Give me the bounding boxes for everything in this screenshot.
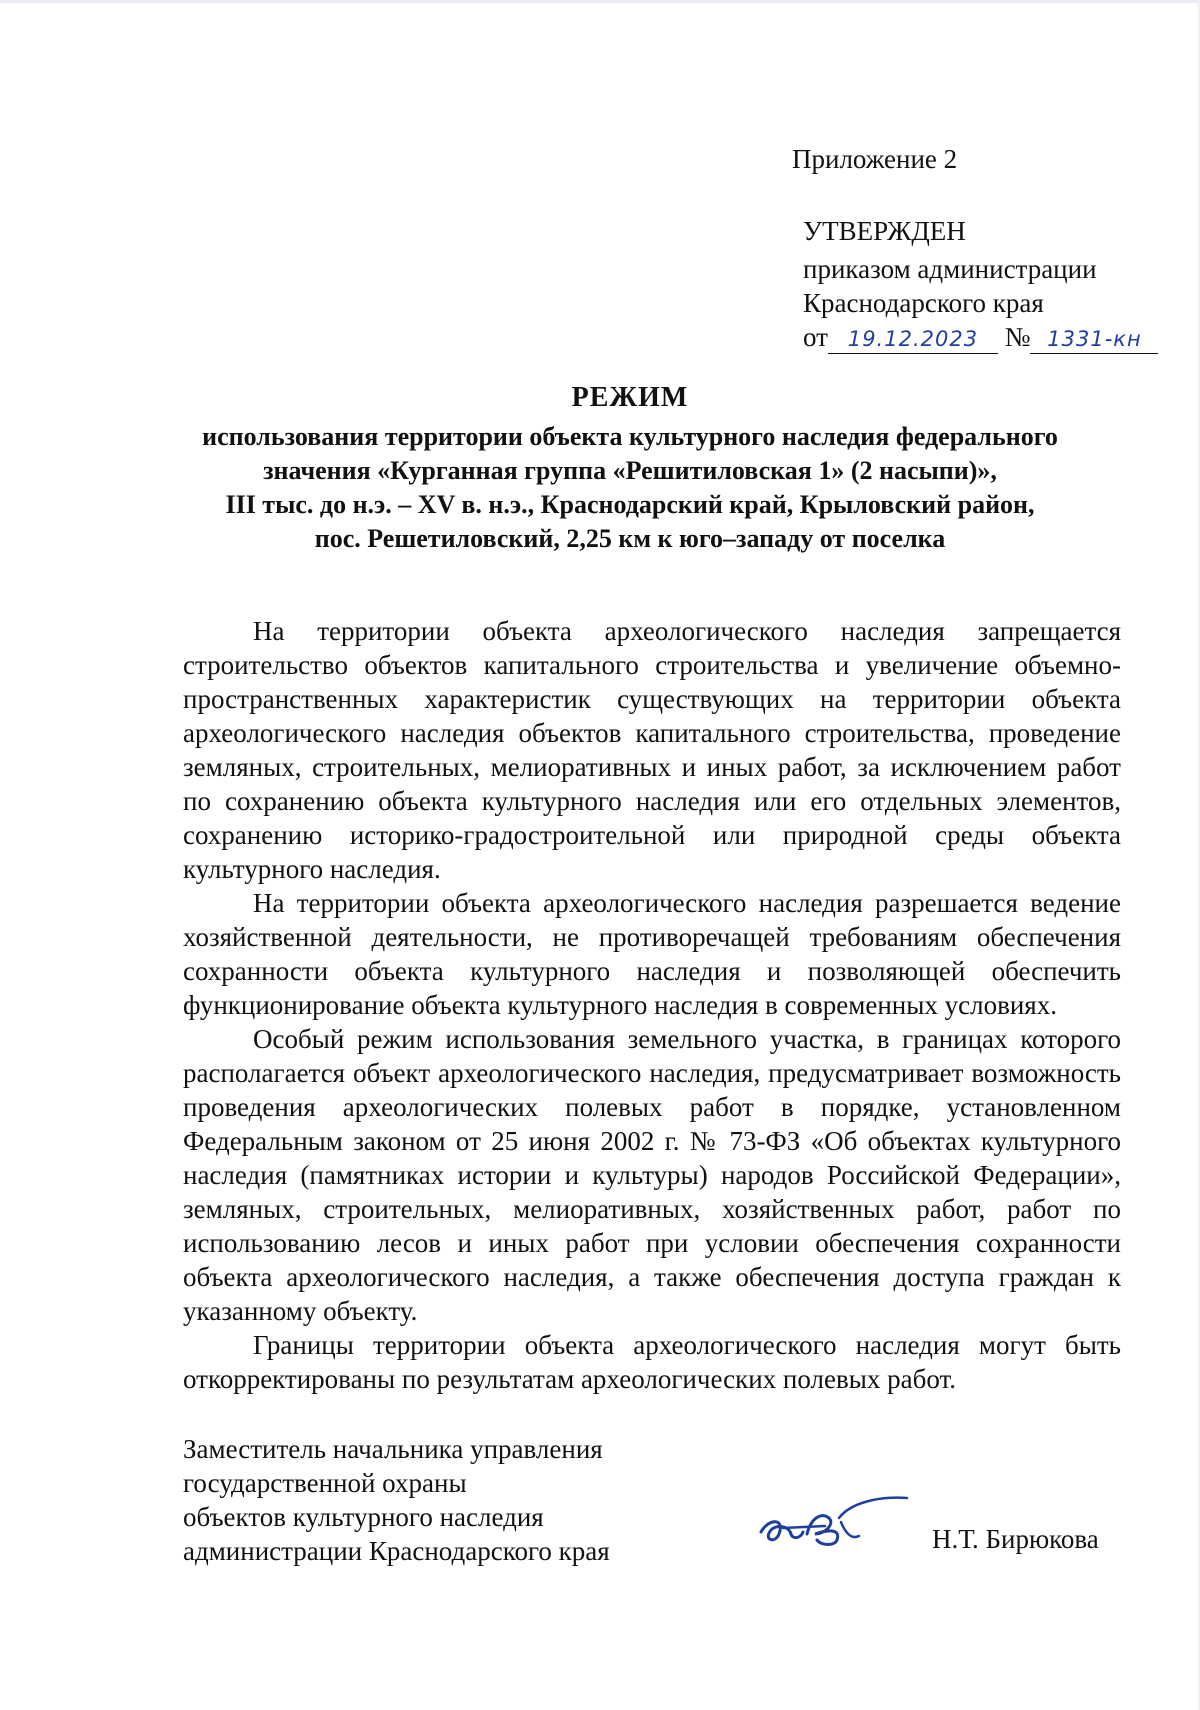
approved-by-line-2: Краснодарского края xyxy=(803,288,1044,318)
title-line-2: значения «Курганная группа «Решитиловская 1» (2 насыпи)», xyxy=(263,456,997,485)
approval-block xyxy=(803,214,1158,354)
title-main: РЕЖИМ xyxy=(571,382,689,413)
handwritten-order-number: 1331-кн xyxy=(1030,325,1158,354)
appendix-label: Приложение 2 xyxy=(792,144,958,174)
date-prefix: от xyxy=(803,322,828,352)
order-date-number-line xyxy=(803,320,1158,354)
paragraph-boundaries: Границы территории объекта археологического наследия могут быть откорректированы по результатам археологических полевых работ. xyxy=(183,1330,1121,1394)
signatory-position xyxy=(183,1432,610,1568)
scan-edge-top xyxy=(0,0,1200,3)
position-line-4: администрации Краснодарского края xyxy=(183,1536,610,1566)
number-prefix: № xyxy=(1004,322,1031,352)
handwritten-signature xyxy=(755,1488,915,1558)
document-title xyxy=(150,380,1110,556)
title-line-4: пос. Решетиловский, 2,25 км к юго–западу от поселка xyxy=(314,524,946,553)
paragraph-permitted-activity: На территории объекта археологического наследия разрешается ведение хозяйственной деятельности, не противоречащей требованиям обеспечения сохранности объекта культурного наследия и позволяющей обеспечить функционирование объекта культурного наследия в современных условиях. xyxy=(183,888,1121,1020)
paragraph-prohibitions: На территории объекта археологического наследия запрещается строительство объектов капитального строительства и увеличение объемно-пространственных характеристик существующих на территории объекта археологического наследия объектов капитального строительства, проведение земляных, строительных, мелиоративных и иных работ, за исключением работ по сохранению объекта культурного наследия или его отдельных элементов, сохранению историко-градостроительной или природной среды объекта культурного наследия. xyxy=(183,616,1121,884)
title-line-1: использования территории объекта культурного наследия федерального xyxy=(202,422,1058,451)
paragraph-special-regime: Особый режим использования земельного участка, в границах которого располагается объект археологического наследия, предусматривает возможность проведения археологических полевых работ в порядке, установленном Федеральным законом от 25 июня 2002 г. № 73-ФЗ «Об объектах культурного наследия (памятниках истории и культуры) народов Российской Федерации», земляных, строительных, мелиоративных, хозяйственных работ, работ по использованию лесов и иных работ при условии обеспечения сохранности объекта археологического наследия, а также обеспечения доступа граждан к указанному объекту. xyxy=(183,1024,1121,1326)
handwritten-date: 19.12.2023 xyxy=(828,325,998,354)
approved-stamp-text: УТВЕРЖДЕН xyxy=(803,216,966,246)
title-line-3: III тыс. до н.э. – XV в. н.э., Краснодарский край, Крыловский район, xyxy=(225,490,1035,519)
position-line-1: Заместитель начальника управления xyxy=(183,1434,603,1464)
signer-name: Н.Т. Бирюкова xyxy=(932,1524,1099,1554)
position-line-2: государственной охраны xyxy=(183,1468,467,1498)
approved-by-line-1: приказом администрации xyxy=(803,254,1097,284)
position-line-3: объектов культурного наследия xyxy=(183,1502,544,1532)
document-body xyxy=(183,614,1121,1396)
